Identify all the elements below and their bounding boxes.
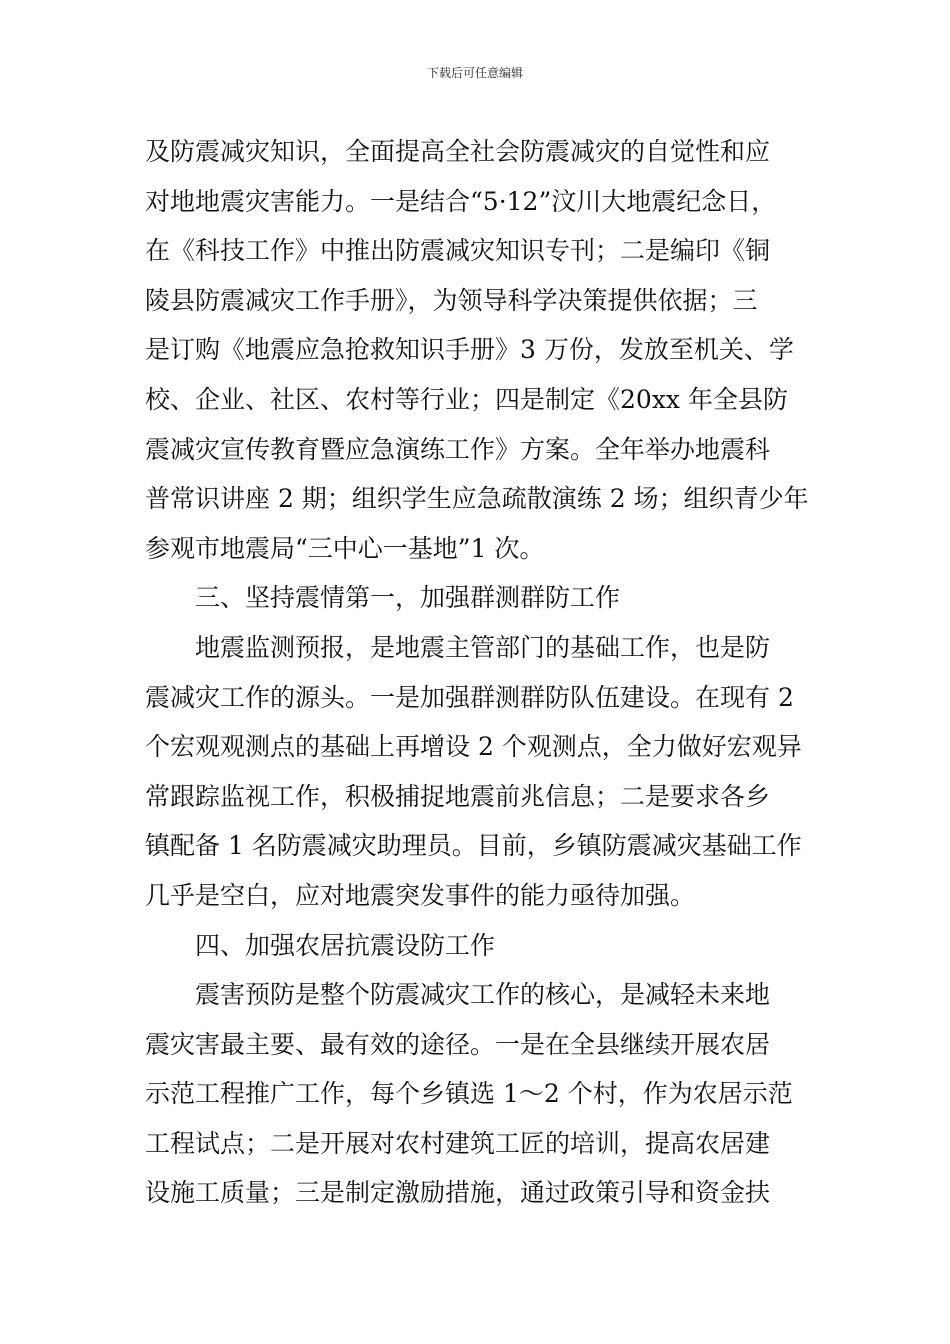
- paragraph-line: 震减灾工作的源头。一是加强群测群防队伍建设。在现有 2: [145, 682, 794, 712]
- paragraph: [145, 970, 805, 1218]
- paragraph-line: 示范工程推广工作，每个乡镇选 1～2 个村，作为农居示范: [145, 1079, 793, 1109]
- paragraph-line: 个宏观观测点的基础上再增设 2 个观测点，全力做好宏观异: [145, 732, 802, 762]
- paragraph-line: 地震监测预报，是地震主管部门的基础工作，也是防: [195, 632, 771, 662]
- paragraph-line: 震灾害最主要、最有效的途径。一是在全县继续开展农居: [145, 1029, 771, 1059]
- paragraph-line: 镇配备 1 名防震减灾助理员。目前，乡镇防震减灾基础工作: [145, 831, 802, 861]
- paragraph-line: 震害预防是整个防震减灾工作的核心，是减轻未来地: [195, 980, 771, 1010]
- paragraph-line: 震减灾宣传教育暨应急演练工作》方案。全年举办地震科: [145, 434, 771, 464]
- document-body: [145, 127, 809, 1218]
- paragraph: [145, 127, 809, 573]
- paragraph-line: 常跟踪监视工作，积极捕捉地震前兆信息；二是要求各乡: [145, 781, 771, 811]
- paragraph-line: 普常识讲座 2 期；组织学生应急疏散演练 2 场；组织青少年: [145, 484, 809, 514]
- paragraph-line: 及防震减灾知识，全面提高全社会防震减灾的自觉性和应: [145, 137, 771, 166]
- section-heading: 三、坚持震情第一，加强群测群防工作: [195, 583, 621, 613]
- paragraph-line: 陵县防震减灾工作手册》，为领导科学决策提供依据；三: [145, 285, 758, 315]
- paragraph-line: 参观市地震局“三中心一基地”1 次。: [145, 533, 545, 563]
- paragraph-line: 工程试点；二是开展对农村建筑工匠的培训，提高农居建: [145, 1128, 771, 1158]
- page-header: 下载后可任意编辑: [426, 66, 523, 80]
- paragraph-line: 几乎是空白，应对地震突发事件的能力亟待加强。: [145, 880, 696, 910]
- paragraph: [145, 623, 805, 921]
- paragraph-line: 在《科技工作》中推出防震减灾知识专刊；二是编印《铜: [145, 236, 771, 266]
- section-heading: 四、加强农居抗震设防工作: [195, 930, 496, 960]
- paragraph-line: 校、企业、社区、农村等行业；四是制定《20xx 年全县防: [145, 384, 788, 414]
- paragraph-line: 对地地震灾害能力。一是结合“5·12”汶川大地震纪念日，: [145, 186, 777, 216]
- paragraph-line: 是订购《地震应急抢救知识手册》3 万份，发放至机关、学: [145, 335, 794, 365]
- paragraph-line: 设施工质量；三是制定激励措施，通过政策引导和资金扶: [145, 1178, 771, 1208]
